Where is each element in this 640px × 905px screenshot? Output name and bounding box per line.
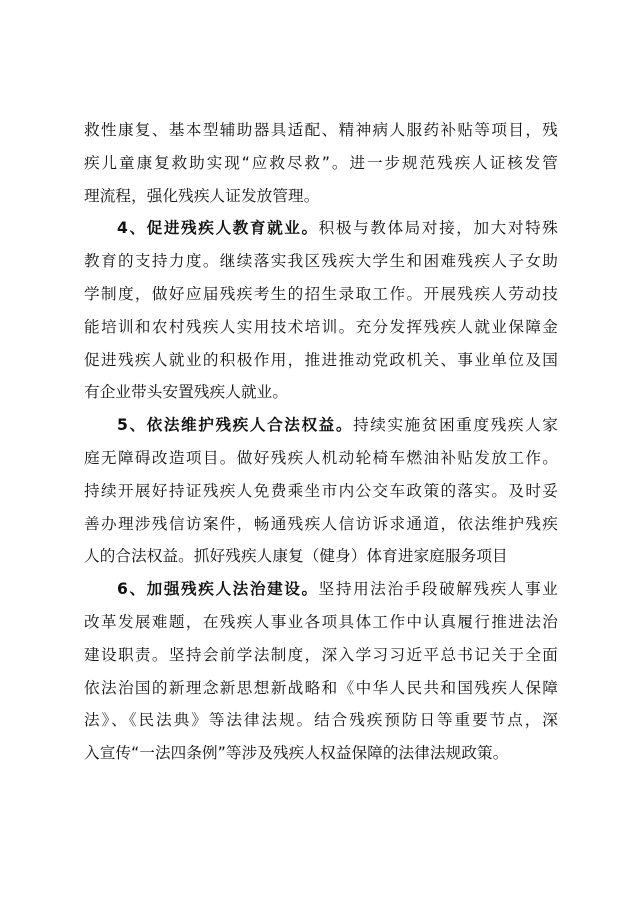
text-line: 庭无障碍改造项目。做好残疾人机动轮椅车燃油补贴发放工作。 [84,448,558,467]
text-line: 入宣传“一法四条例”等涉及残疾人权益保障的法律法规政策。 [84,744,509,763]
section-heading-6: 6、加强残疾人法治建设。 [117,580,319,599]
text-span: 积极与教体局对接，加大对特殊 [318,219,558,238]
text-line: 持续开展好持证残疾人免费乘坐市内公交车政策的落实。及时妥 [84,481,558,500]
paragraph-first-line [84,212,558,245]
text-line: 依法治国的新理念新思想新战略和《中华人民共和国残疾人保障 [84,678,558,697]
paragraph-first-line [84,573,558,606]
paragraph-first-line [84,409,558,442]
text-line: 法》、《民法典》等法律法规。结合残疾预防日等重要节点，深 [84,711,558,730]
section-heading-5: 5、依法维护残疾人合法权益。 [117,416,354,435]
text-line: 理流程，强化残疾人证发放管理。 [84,186,320,205]
text-line: 有企业带头安置残疾人就业。 [84,383,289,402]
text-line: 人的合法权益。抓好残疾人康复（健身）体育进家庭服务项目 [84,547,508,566]
text-line: 能培训和农村残疾人实用技术培训。充分发挥残疾人就业保障金 [84,317,558,336]
text-line: 疾儿童康复救助实现“应救尽救”。进一步规范残疾人证核发管 [84,153,558,172]
text-line: 促进残疾人就业的积极作用，推进推动党政机关、事业单位及国 [84,350,558,369]
text-span: 持续实施贫困重度残疾人家 [353,416,558,435]
text-line: 学制度，做好应届残疾考生的招生录取工作。开展残疾人劳动技 [84,284,558,303]
text-line: 改革发展难题，在残疾人事业各项具体工作中认真履行推进法治 [84,612,558,631]
text-line: 教育的支持力度。继续落实我区残疾大学生和困难残疾人子女助 [84,252,558,271]
document-body [84,114,558,770]
text-span: 坚持用法治手段破解残疾人事业 [318,580,558,599]
section-heading-4: 4、促进残疾人教育就业。 [117,219,319,238]
text-line: 建设职责。坚持会前学法制度，深入学习习近平总书记关于全面 [84,645,558,664]
text-line: 善办理涉残信访案件，畅通残疾人信访诉求通道，依法维护残疾 [84,514,558,533]
text-line: 救性康复、基本型辅助器具适配、精神病人服药补贴等项目，残 [84,121,558,139]
